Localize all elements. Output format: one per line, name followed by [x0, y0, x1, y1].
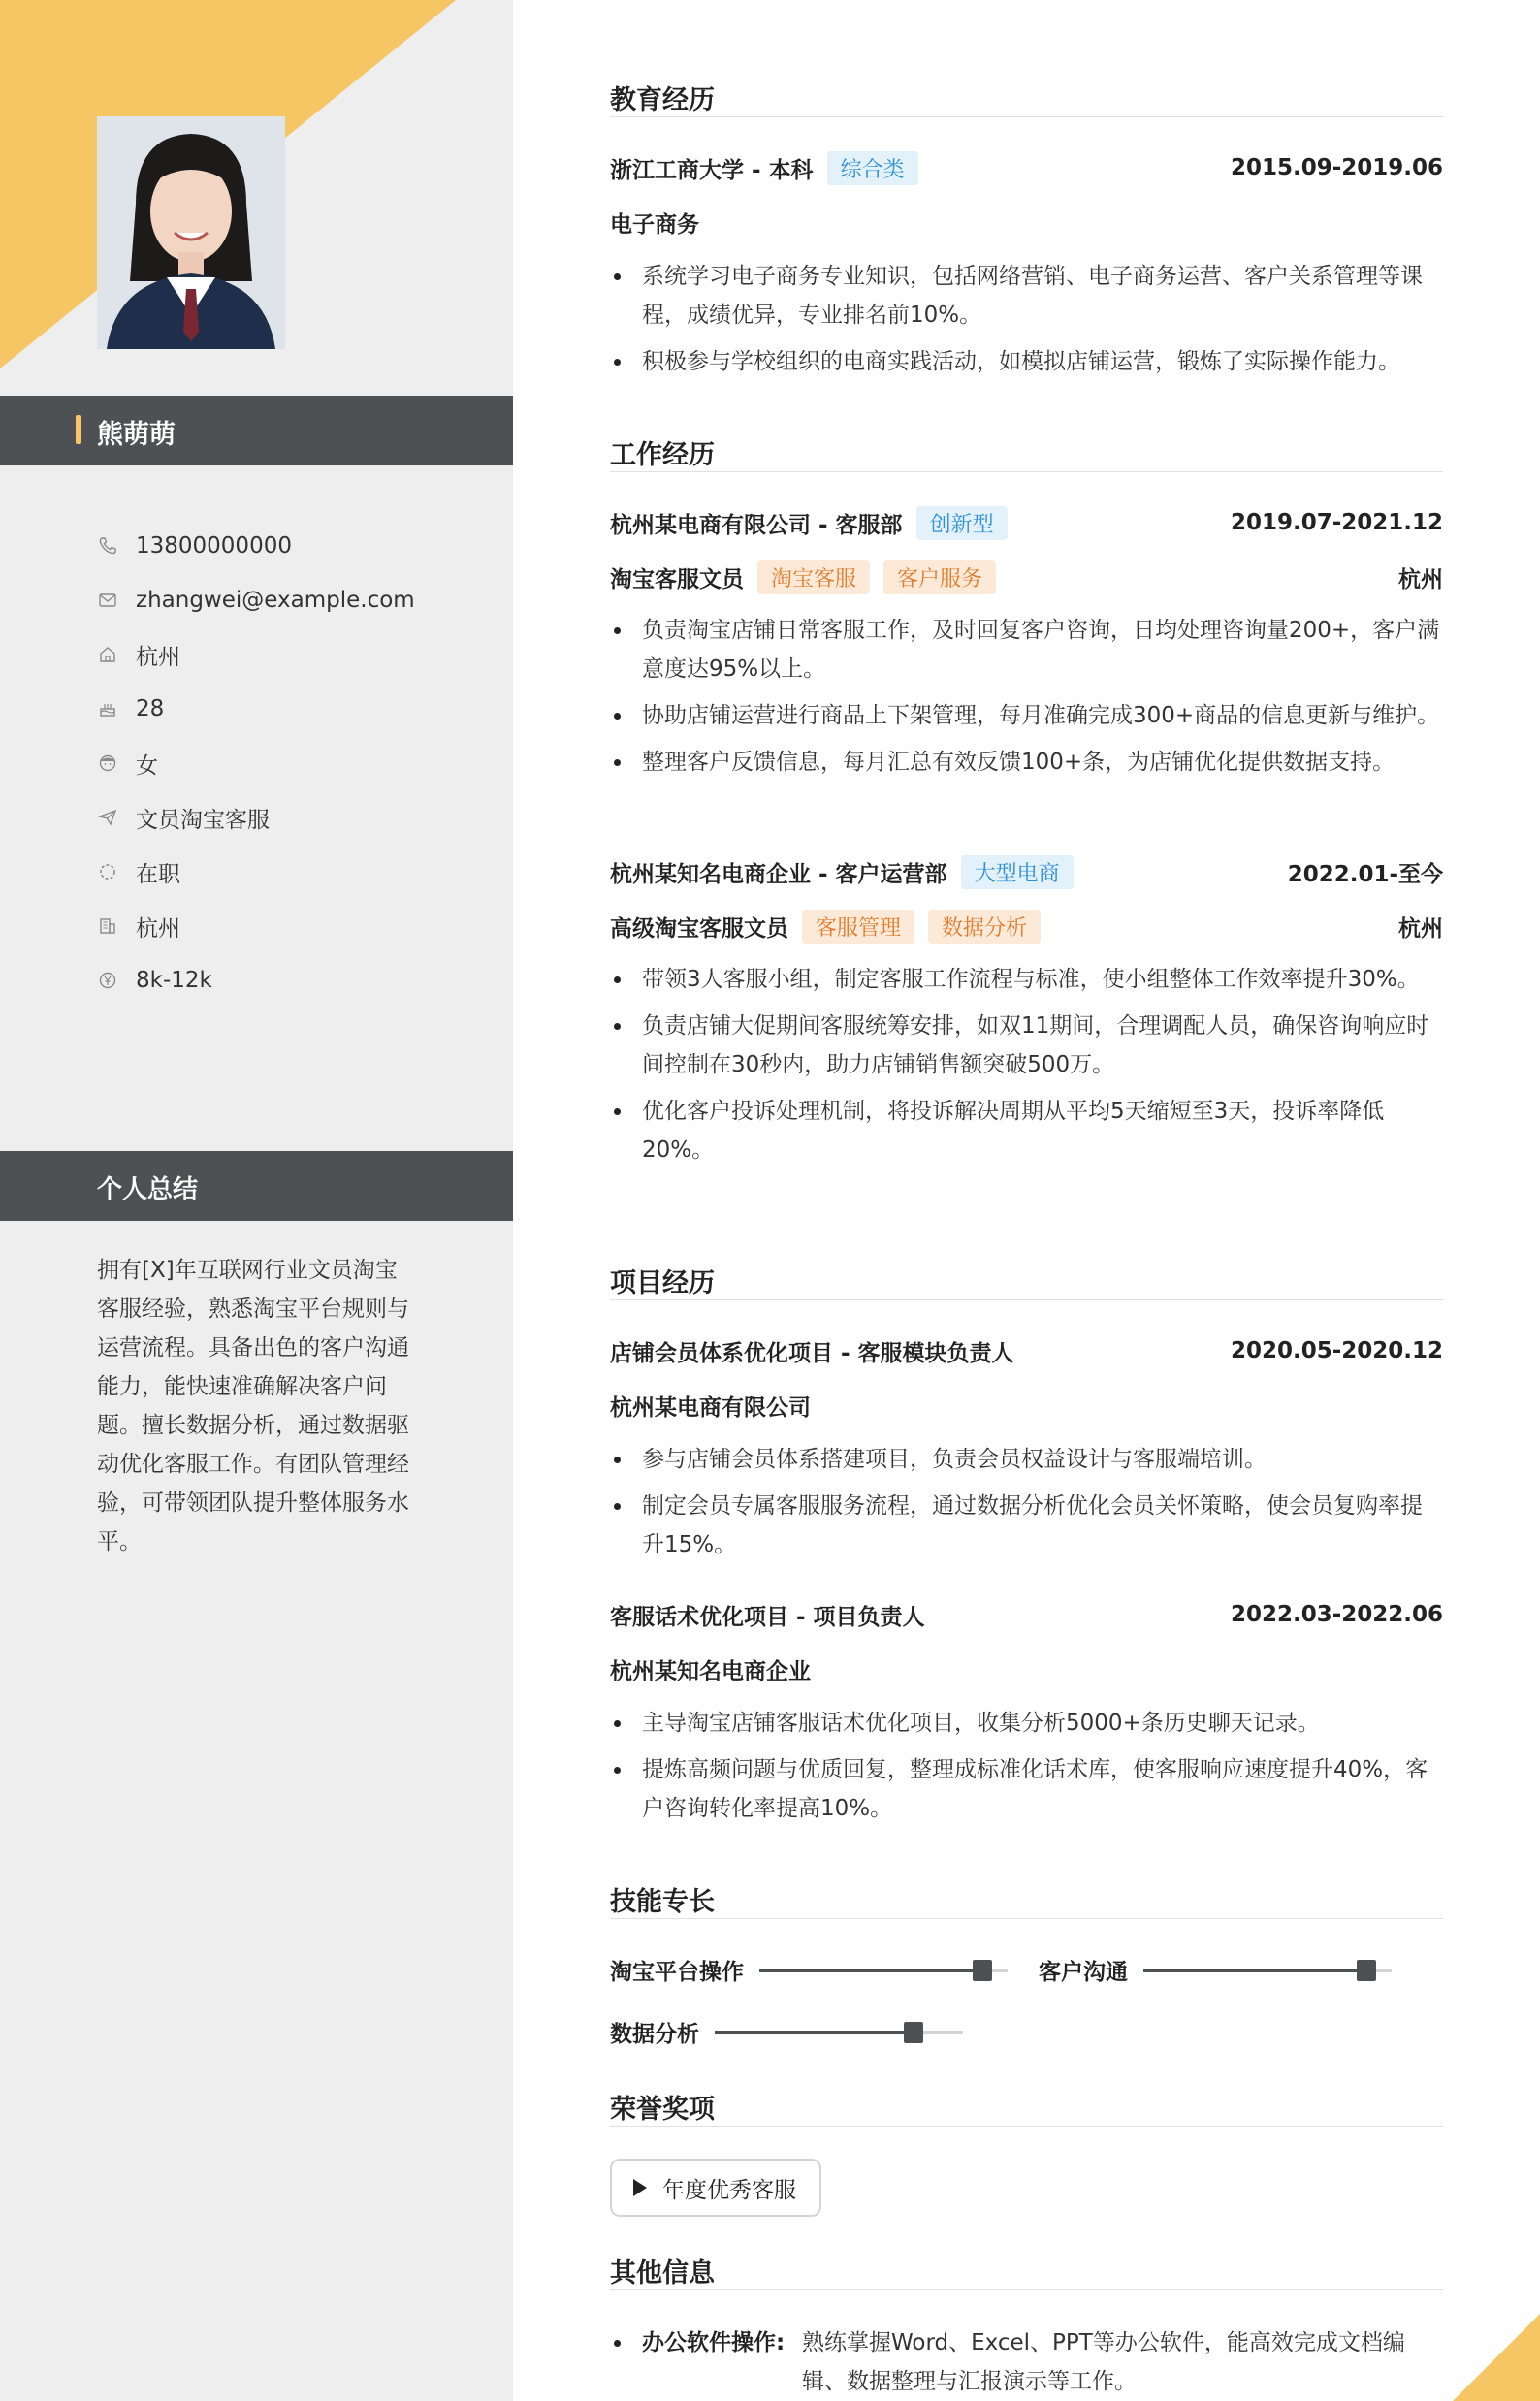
info-home-text: 杭州 [136, 644, 180, 670]
job-2-tag: 大型电商 [961, 855, 1074, 889]
job-1-header-row [610, 505, 1443, 540]
job-1-role-row [610, 560, 1443, 594]
other-title: 其他信息 [610, 2258, 715, 2289]
skill-bar [715, 2031, 963, 2034]
award-label: 年度优秀客服 [662, 2177, 796, 2203]
name-bar [0, 396, 513, 465]
skill-bar-fill [715, 2031, 914, 2034]
skill-bar-fill [1143, 1969, 1366, 1972]
building-icon [97, 915, 118, 937]
section-divider [610, 1299, 1443, 1300]
skill-bar-knob [973, 1960, 992, 1981]
list-item: 制定会员专属客服服务流程，通过数据分析优化会员关怀策略，使会员复购率提升15%。 [610, 1487, 1443, 1564]
profile-name: 熊萌萌 [97, 420, 176, 450]
info-home [97, 627, 415, 682]
projects-title: 项目经历 [610, 1268, 715, 1298]
other-text: 熟练掌握Word、Excel、PPT等办公软件，能高效完成文档编辑、数据整理与汇报演示等工作。 [802, 2330, 1405, 2394]
bullet-dot [614, 2340, 621, 2347]
education-header-row [610, 150, 1443, 185]
info-email-text: zhangwei@example.com [136, 588, 415, 613]
info-position [97, 790, 415, 845]
list-item: 主导淘宝店铺客服话术优化项目，收集分析5000+条历史聊天记录。 [610, 1704, 1443, 1743]
skill-bar [759, 1969, 1008, 1972]
status-icon [97, 861, 118, 882]
info-salary-text: 8k-12k [136, 968, 212, 993]
info-city [97, 899, 415, 953]
list-item: 负责淘宝店铺日常客服工作，及时回复客户咨询，日均处理咨询量200+，客户满意度达95%以上。 [610, 611, 1443, 688]
skills-title: 技能专长 [610, 1887, 715, 1917]
awards-title: 荣誉奖项 [610, 2095, 715, 2125]
job-1-company: 杭州某电商有限公司 - 客服部 [610, 512, 903, 538]
salary-icon [97, 970, 118, 991]
list-item: 负责店铺大促期间客服统筹安排，如双11期间，合理调配人员，确保咨询响应时间控制在30秒内，助力店铺销售额突破500万。 [610, 1007, 1443, 1084]
job-1-bullets [610, 611, 1443, 789]
project-1-header-row [610, 1333, 1443, 1368]
info-age-text: 28 [136, 696, 165, 721]
send-icon [97, 807, 118, 828]
mail-icon [97, 590, 118, 611]
job-2-bullets [610, 960, 1443, 1177]
phone-icon [97, 535, 118, 557]
cake-icon [97, 698, 118, 720]
summary-header [0, 1151, 513, 1221]
skill-item [610, 2016, 963, 2048]
info-salary [97, 953, 415, 1008]
job-1-role: 淘宝客服文员 [610, 566, 744, 592]
project-2-name: 客服话术优化项目 - 项目负责人 [610, 1604, 925, 1630]
home-icon [97, 644, 118, 665]
info-position-text: 文员淘宝客服 [136, 807, 270, 833]
section-divider [610, 2289, 1443, 2290]
school-tag: 综合类 [827, 151, 918, 185]
info-email [97, 573, 415, 627]
section-divider [610, 471, 1443, 472]
job-2-header-row [610, 854, 1443, 889]
list-item: 参与店铺会员体系搭建项目，负责会员权益设计与客服端培训。 [610, 1440, 1443, 1479]
project-1-name: 店铺会员体系优化项目 - 客服模块负责人 [610, 1340, 1014, 1366]
skill-item [1039, 1954, 1392, 1986]
face-icon [97, 752, 118, 774]
education-date: 2015.09-2019.06 [1230, 155, 1443, 180]
info-age [97, 682, 415, 736]
info-gender-text: 女 [136, 752, 158, 779]
list-item: 提炼高频问题与优质回复，整理成标准化话术库，使客服响应速度提升40%，客户咨询转化率提高10%。 [610, 1750, 1443, 1828]
skill-bar [1143, 1969, 1392, 1972]
skill-name: 淘宝平台操作 [610, 1960, 744, 1985]
skill-item [610, 1954, 1008, 1986]
job-2-company: 杭州某知名电商企业 - 客户运营部 [610, 861, 947, 887]
project-1-org: 杭州某电商有限公司 [610, 1395, 811, 1421]
profile-photo [97, 116, 285, 349]
job-2-role: 高级淘宝客服文员 [610, 915, 788, 942]
job-1-skill-tag: 淘宝客服 [757, 560, 870, 594]
skill-bar-fill [759, 1969, 982, 1972]
project-2-bullets [610, 1704, 1443, 1836]
project-1-bullets [610, 1440, 1443, 1572]
education-bullets [610, 257, 1443, 389]
list-item: 积极参与学校组织的电商实践活动，如模拟店铺运营，锻炼了实际操作能力。 [610, 342, 1443, 381]
education-title: 教育经历 [610, 85, 715, 115]
list-item: 带领3人客服小组，制定客服工作流程与标准，使小组整体工作效率提升30%。 [610, 960, 1443, 999]
play-icon [633, 2179, 647, 2196]
project-2-org: 杭州某知名电商企业 [610, 1659, 811, 1684]
sidebar [0, 0, 513, 2401]
project-1-date: 2020.05-2020.12 [1230, 1338, 1443, 1363]
list-item: 系统学习电子商务专业知识，包括网络营销、电子商务运营、客户关系管理等课程，成绩优异，专业排名前10%。 [610, 257, 1443, 335]
list-item: 整理客户反馈信息，每月汇总有效反馈100+条，为店铺优化提供数据支持。 [610, 743, 1443, 782]
job-2-skill-tag: 客服管理 [802, 910, 914, 944]
list-item: 优化客户投诉处理机制，将投诉解决周期从平均5天缩短至3天，投诉率降低20%。 [610, 1092, 1443, 1169]
job-2-city: 杭州 [1398, 915, 1443, 942]
info-status [97, 845, 415, 899]
skill-name: 数据分析 [610, 2022, 699, 2047]
skill-bar-knob [904, 2022, 923, 2043]
skill-bar-knob [1357, 1960, 1376, 1981]
skill-name: 客户沟通 [1039, 1960, 1128, 1985]
section-divider [610, 1918, 1443, 1919]
job-1-date: 2019.07-2021.12 [1230, 510, 1443, 535]
job-1-city: 杭州 [1398, 566, 1443, 592]
info-city-text: 杭州 [136, 915, 180, 942]
info-phone [97, 519, 415, 573]
summary-text: 拥有[X]年互联网行业文员淘宝客服经验，熟悉淘宝平台规则与运营流程。具备出色的客户沟通能力，能快速准确解决客户问题。擅长数据分析，通过数据驱动优化客服工作。有团队管理经验，可带领团队提升整体服务水平。 [97, 1258, 409, 1554]
list-item: 协助店铺运营进行商品上下架管理，每月准确完成300+商品的信息更新与维护。 [610, 696, 1443, 735]
decorative-corner-triangle [1453, 2314, 1540, 2401]
project-2-date: 2022.03-2022.06 [1230, 1602, 1443, 1627]
job-1-tag: 创新型 [916, 506, 1008, 540]
other-label: 办公软件操作: [642, 2330, 786, 2355]
section-divider [610, 2126, 1443, 2127]
job-2-skill-tag: 数据分析 [928, 910, 1041, 944]
work-title: 工作经历 [610, 440, 715, 470]
school-name: 浙江工商大学 - 本科 [610, 157, 814, 183]
info-gender [97, 736, 415, 790]
job-2-role-row [610, 909, 1443, 944]
major: 电子商务 [610, 212, 699, 238]
summary-title: 个人总结 [97, 1175, 199, 1204]
job-1-skill-tag: 客户服务 [883, 560, 996, 594]
contact-info-list [97, 519, 415, 1008]
name-accent-mark [76, 415, 81, 444]
job-2-date: 2022.01-至今 [1287, 861, 1443, 887]
info-phone-text: 13800000000 [136, 533, 292, 559]
award-button[interactable] [610, 2159, 821, 2217]
project-2-header-row [610, 1597, 1443, 1632]
info-status-text: 在职 [136, 861, 180, 887]
section-divider [610, 116, 1443, 117]
